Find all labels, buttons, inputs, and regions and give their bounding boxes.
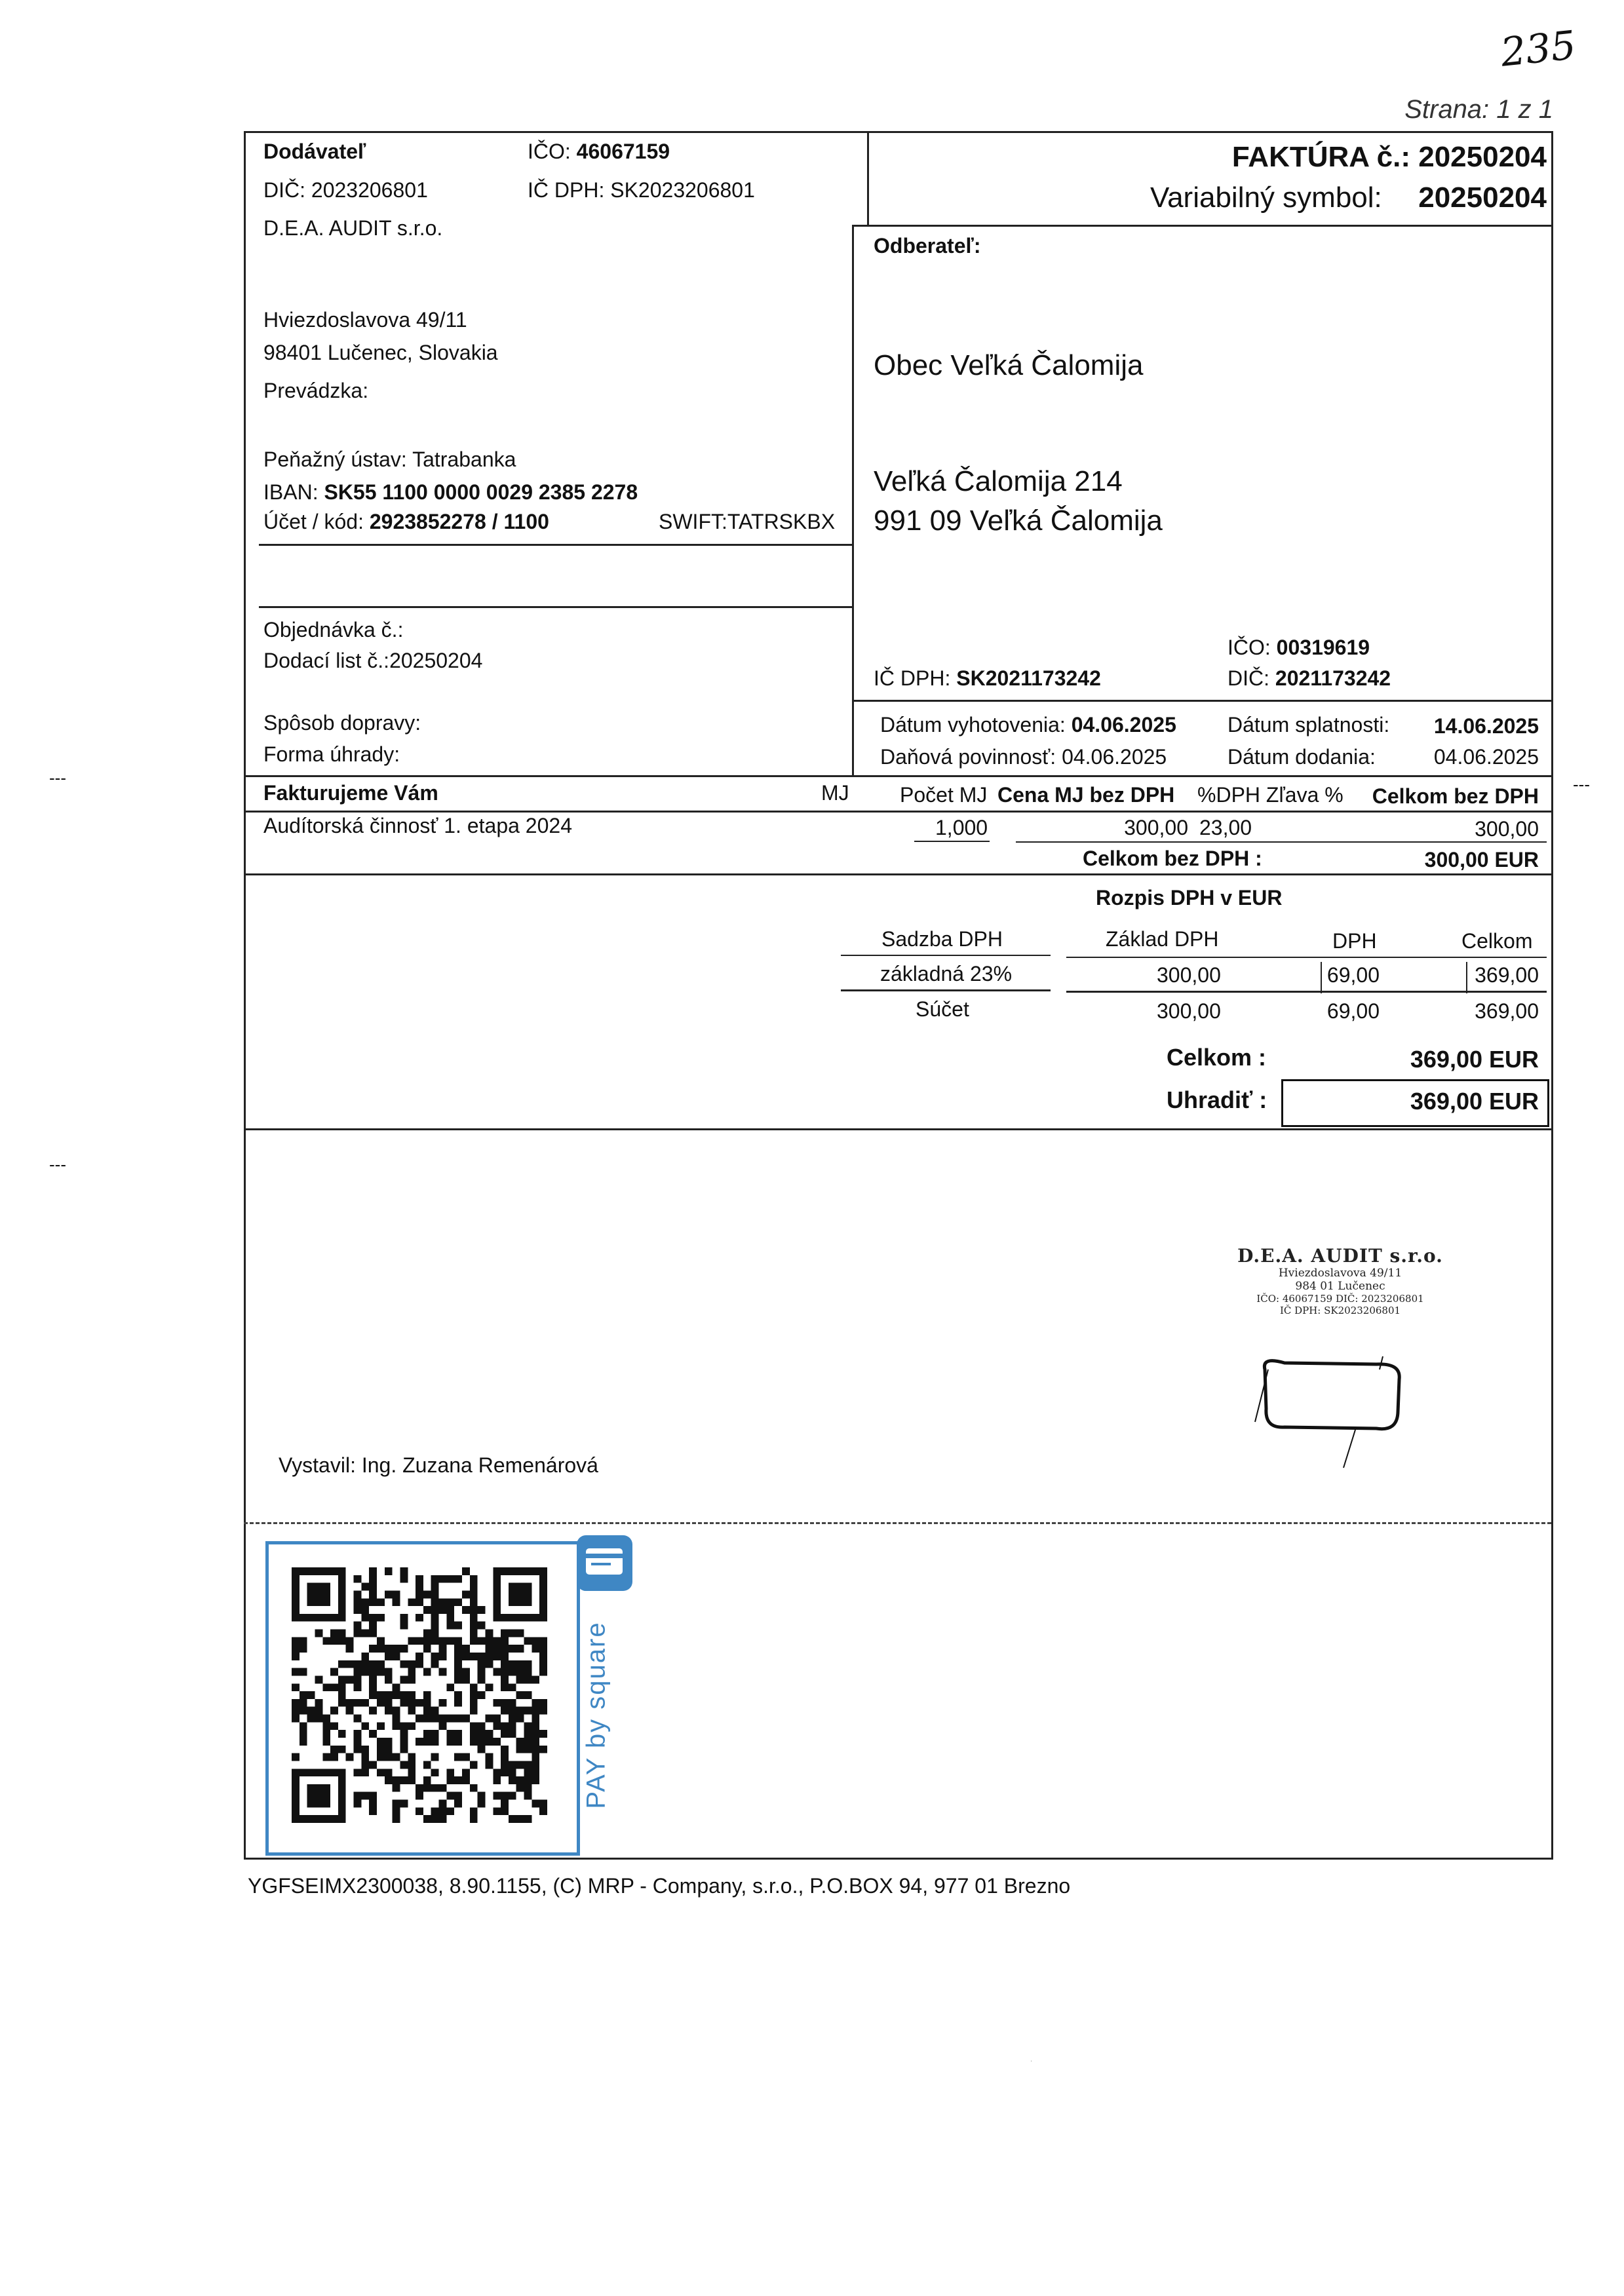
- supplier-heading: Dodávateľ: [263, 140, 366, 163]
- margin-mark-right-1: ---: [1573, 775, 1590, 794]
- supplier-iban-label: IBAN:: [263, 480, 319, 504]
- due-date-label: Dátum splatnosti:: [1228, 713, 1390, 737]
- supplier-icdph: IČ DPH: SK2023206801: [528, 178, 755, 202]
- item-vat: 23,00: [1199, 816, 1252, 839]
- transport-method: Spôsob dopravy:: [263, 711, 421, 735]
- footer-text: YGFSEIMX2300038, 8.90.1155, (C) MRP - Company, s.r.o., P.O.BOX 94, 977 01 Brezno: [248, 1874, 1071, 1898]
- frame-left: [244, 131, 246, 1860]
- vat-summary-title: Rozpis DPH v EUR: [1096, 886, 1283, 909]
- pay-by-square-frame: [265, 1541, 580, 1856]
- vat-row-underline-1: [841, 989, 1051, 991]
- supplier-account: [263, 510, 549, 534]
- stamp-company-name: D.E.A. AUDIT s.r.o.: [1237, 1245, 1443, 1267]
- pay-by-square-label: PAY by square: [581, 1621, 611, 1809]
- vat-sum-total: 369,00: [1475, 999, 1539, 1023]
- delivery-note: Dodací list č.:20250204: [263, 649, 483, 672]
- divider-items-top: [244, 775, 1553, 777]
- tax-date-label: Daňová povinnosť:: [880, 745, 1056, 769]
- vat-col-divider-2: [1466, 962, 1467, 993]
- customer-dic-value: 2021173242: [1275, 666, 1391, 690]
- company-stamp: [1232, 1245, 1448, 1316]
- supplier-ico-label: IČO:: [528, 140, 571, 163]
- vat-header-rate: Sadzba DPH: [881, 927, 1003, 951]
- amount-due-value: 369,00 EUR: [1410, 1088, 1539, 1115]
- cut-line: [244, 1522, 1551, 1524]
- divider-customer-top: [852, 225, 1552, 227]
- supplier-account-label: Účet / kód:: [263, 510, 364, 533]
- vat-sum-label: Súčet: [916, 997, 969, 1021]
- tax-date: [880, 745, 1167, 769]
- supplier-ico-value: 46067159: [576, 140, 670, 163]
- supplier-account-value: 2923852278 / 1100: [369, 510, 549, 533]
- delivery-date-label: Dátum dodania:: [1228, 745, 1376, 769]
- item-qty: 1,000: [935, 816, 988, 839]
- supplier-dic: DIČ: 2023206801: [263, 178, 428, 202]
- stamp-city: 984 01 Lučenec: [1295, 1280, 1385, 1293]
- tax-date-value: 04.06.2025: [1062, 745, 1167, 769]
- amount-due-label: Uhradiť :: [1167, 1086, 1267, 1113]
- item-total: 300,00: [1475, 817, 1539, 841]
- frame-right: [1551, 131, 1553, 1860]
- supplier-street: Hviezdoslavova 49/11: [263, 308, 467, 332]
- vat-sum-base: 300,00: [1157, 999, 1221, 1023]
- vat-header-vat: DPH: [1332, 929, 1377, 953]
- stamp-street: Hviezdoslavova 49/11: [1278, 1267, 1402, 1280]
- customer-ico-value: 00319619: [1276, 636, 1370, 659]
- vat-row-total: 369,00: [1475, 963, 1539, 987]
- issued-by: Vystavil: Ing. Zuzana Remenárová: [279, 1453, 598, 1477]
- issue-date-value: 04.06.2025: [1071, 713, 1176, 737]
- customer-dic-label: DIČ:: [1228, 666, 1269, 690]
- items-sum-label: Celkom bez DPH :: [1083, 847, 1262, 870]
- customer-icdph-label: IČ DPH:: [874, 666, 951, 690]
- supplier-name: D.E.A. AUDIT s.r.o.: [263, 216, 443, 240]
- customer-heading: Odberateľ:: [874, 234, 981, 258]
- qr-code: [292, 1567, 547, 1823]
- items-bottom-line: [244, 873, 1553, 875]
- frame-top: [244, 131, 1553, 133]
- margin-mark-left-1: ---: [49, 768, 66, 788]
- summary-bottom-line: [244, 1128, 1553, 1130]
- order-number: Objednávka č.:: [263, 618, 404, 641]
- supplier-ico: [528, 140, 670, 164]
- customer-ico: [1228, 636, 1370, 660]
- supplier-prevadzka: Prevádzka:: [263, 379, 369, 402]
- customer-icdph-value: SK2021173242: [956, 666, 1101, 690]
- page-number-label: Strana: 1 z 1: [1404, 95, 1553, 124]
- divider-customer-bottom: [852, 700, 1552, 702]
- vat-header-underline-1: [841, 955, 1051, 956]
- due-date-value: 14.06.2025: [1433, 714, 1539, 738]
- customer-name: Obec Veľká Čalomija: [874, 349, 1144, 381]
- issue-date-label: Dátum vyhotovenia:: [880, 713, 1066, 737]
- divider-order: [259, 606, 852, 608]
- payment-form: Forma úhrady:: [263, 742, 400, 766]
- item-description: Audítorská činnosť 1. etapa 2024: [263, 814, 572, 837]
- stamp-vat-id: IČ DPH: SK2023206801: [1279, 1305, 1401, 1316]
- vat-header-base: Základ DPH: [1106, 927, 1219, 951]
- items-col-total: Celkom bez DPH: [1372, 784, 1539, 808]
- variable-symbol-label: Variabilný symbol:: [1150, 182, 1382, 214]
- items-sum-value: 300,00 EUR: [1424, 848, 1539, 871]
- items-col-vat-discount: %DPH Zľava %: [1197, 783, 1344, 807]
- vat-row-vat: 69,00: [1326, 963, 1380, 987]
- divider-bank: [259, 544, 852, 546]
- variable-symbol-value: 20250204: [1418, 182, 1547, 214]
- pay-by-square-card-icon: [577, 1535, 632, 1591]
- customer-street: Veľká Čalomija 214: [874, 465, 1123, 497]
- vat-header-total: Celkom: [1461, 929, 1533, 953]
- customer-dic: [1228, 666, 1391, 691]
- stamp-ids: IČO: 46067159 DIČ: 2023206801: [1256, 1293, 1424, 1305]
- customer-city: 991 09 Veľká Čalomija: [874, 505, 1163, 537]
- divider-dates-left: [852, 701, 854, 776]
- items-col-mj: MJ: [821, 781, 849, 805]
- supplier-swift: SWIFT:TATRSKBX: [659, 510, 836, 533]
- item-qty-underline: [914, 841, 990, 842]
- item-price: 300,00: [1124, 816, 1188, 839]
- invoice-title-number: 20250204: [1418, 141, 1547, 173]
- customer-ico-label: IČO:: [1228, 636, 1271, 659]
- supplier-city: 98401 Lučenec, Slovakia: [263, 341, 498, 364]
- frame-bottom: [244, 1858, 1553, 1860]
- supplier-iban: [263, 480, 638, 505]
- vat-header-underline-2: [1066, 957, 1547, 958]
- supplier-bank: Peňažný ústav: Tatrabanka: [263, 448, 516, 471]
- items-col-qty: Počet MJ: [900, 783, 988, 807]
- margin-mark-left-2: ---: [49, 1155, 66, 1174]
- items-header-underline: [244, 811, 1553, 813]
- supplier-iban-value: SK55 1100 0000 0029 2385 2278: [324, 480, 638, 504]
- divider-customer-left: [852, 225, 854, 701]
- signature-image: [1245, 1350, 1416, 1474]
- scan-dot: ·: [1030, 2057, 1033, 2065]
- vat-col-divider-1: [1321, 962, 1322, 993]
- vat-row-rate: základná 23%: [880, 962, 1013, 985]
- vat-row-underline-2: [1066, 991, 1547, 993]
- customer-icdph: [874, 666, 1101, 691]
- vat-sum-vat: 69,00: [1326, 999, 1380, 1023]
- issue-date: [880, 713, 1176, 737]
- invoice-title-label: FAKTÚRA č.:: [1231, 141, 1410, 173]
- divider-header-vertical: [867, 131, 869, 226]
- grand-total-value: 369,00 EUR: [1410, 1046, 1539, 1073]
- vat-row-base: 300,00: [1157, 963, 1221, 987]
- delivery-date-value: 04.06.2025: [1433, 745, 1539, 769]
- items-row-underline: [1016, 841, 1547, 843]
- grand-total-label: Celkom :: [1167, 1044, 1267, 1071]
- invoice-title: [1232, 141, 1547, 174]
- items-col-description: Fakturujeme Vám: [263, 781, 438, 805]
- items-col-price: Cena MJ bez DPH: [997, 783, 1175, 807]
- handwritten-page-mark: 235: [1498, 22, 1578, 76]
